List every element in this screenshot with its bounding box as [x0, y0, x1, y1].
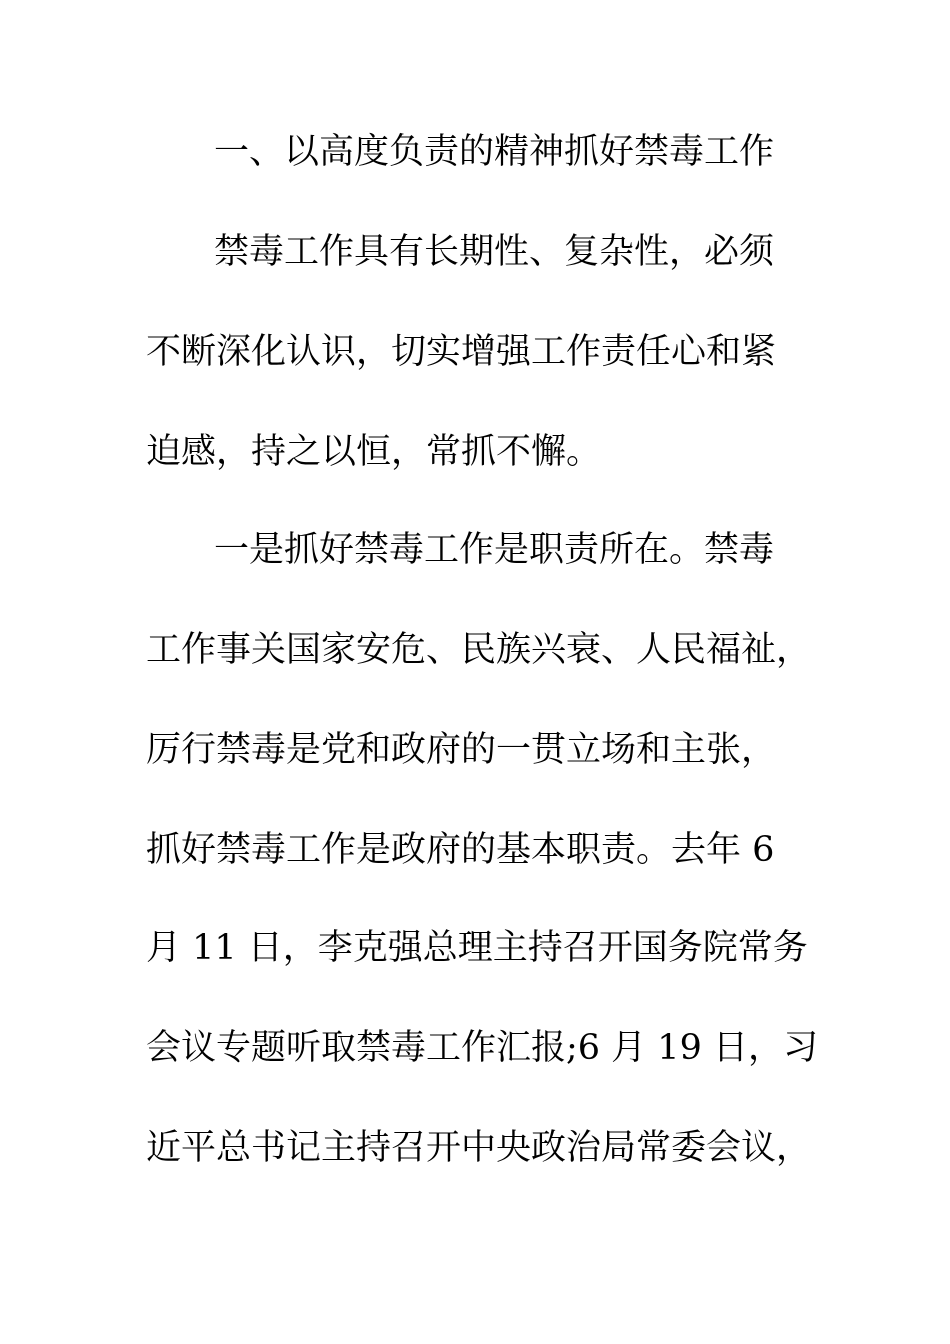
- paragraph-line: 近平总书记主持召开中央政治局常委会议，: [146, 1128, 812, 1168]
- paragraph-line: 月 11 日，李克强总理主持召开国务院常务: [146, 928, 808, 968]
- paragraph-line: 抓好禁毒工作是政府的基本职责。去年 6: [146, 830, 775, 870]
- paragraph-line: 会议专题听取禁毒工作汇报;6 月 19 日，习: [146, 1028, 818, 1068]
- section-heading: 一、以高度负责的精神抓好禁毒工作: [214, 132, 775, 172]
- paragraph-line: 一是抓好禁毒工作是职责所在。禁毒: [214, 530, 775, 570]
- paragraph-line: 不断深化认识，切实增强工作责任心和紧: [146, 332, 777, 372]
- paragraph-line: 厉行禁毒是党和政府的一贯立场和主张，: [146, 730, 777, 770]
- paragraph-line: 禁毒工作具有长期性、复杂性，必须: [214, 232, 775, 272]
- paragraph-line: 迫感，持之以恒，常抓不懈。: [146, 432, 602, 472]
- paragraph-line: 工作事关国家安危、民族兴衰、人民福祉，: [146, 630, 812, 670]
